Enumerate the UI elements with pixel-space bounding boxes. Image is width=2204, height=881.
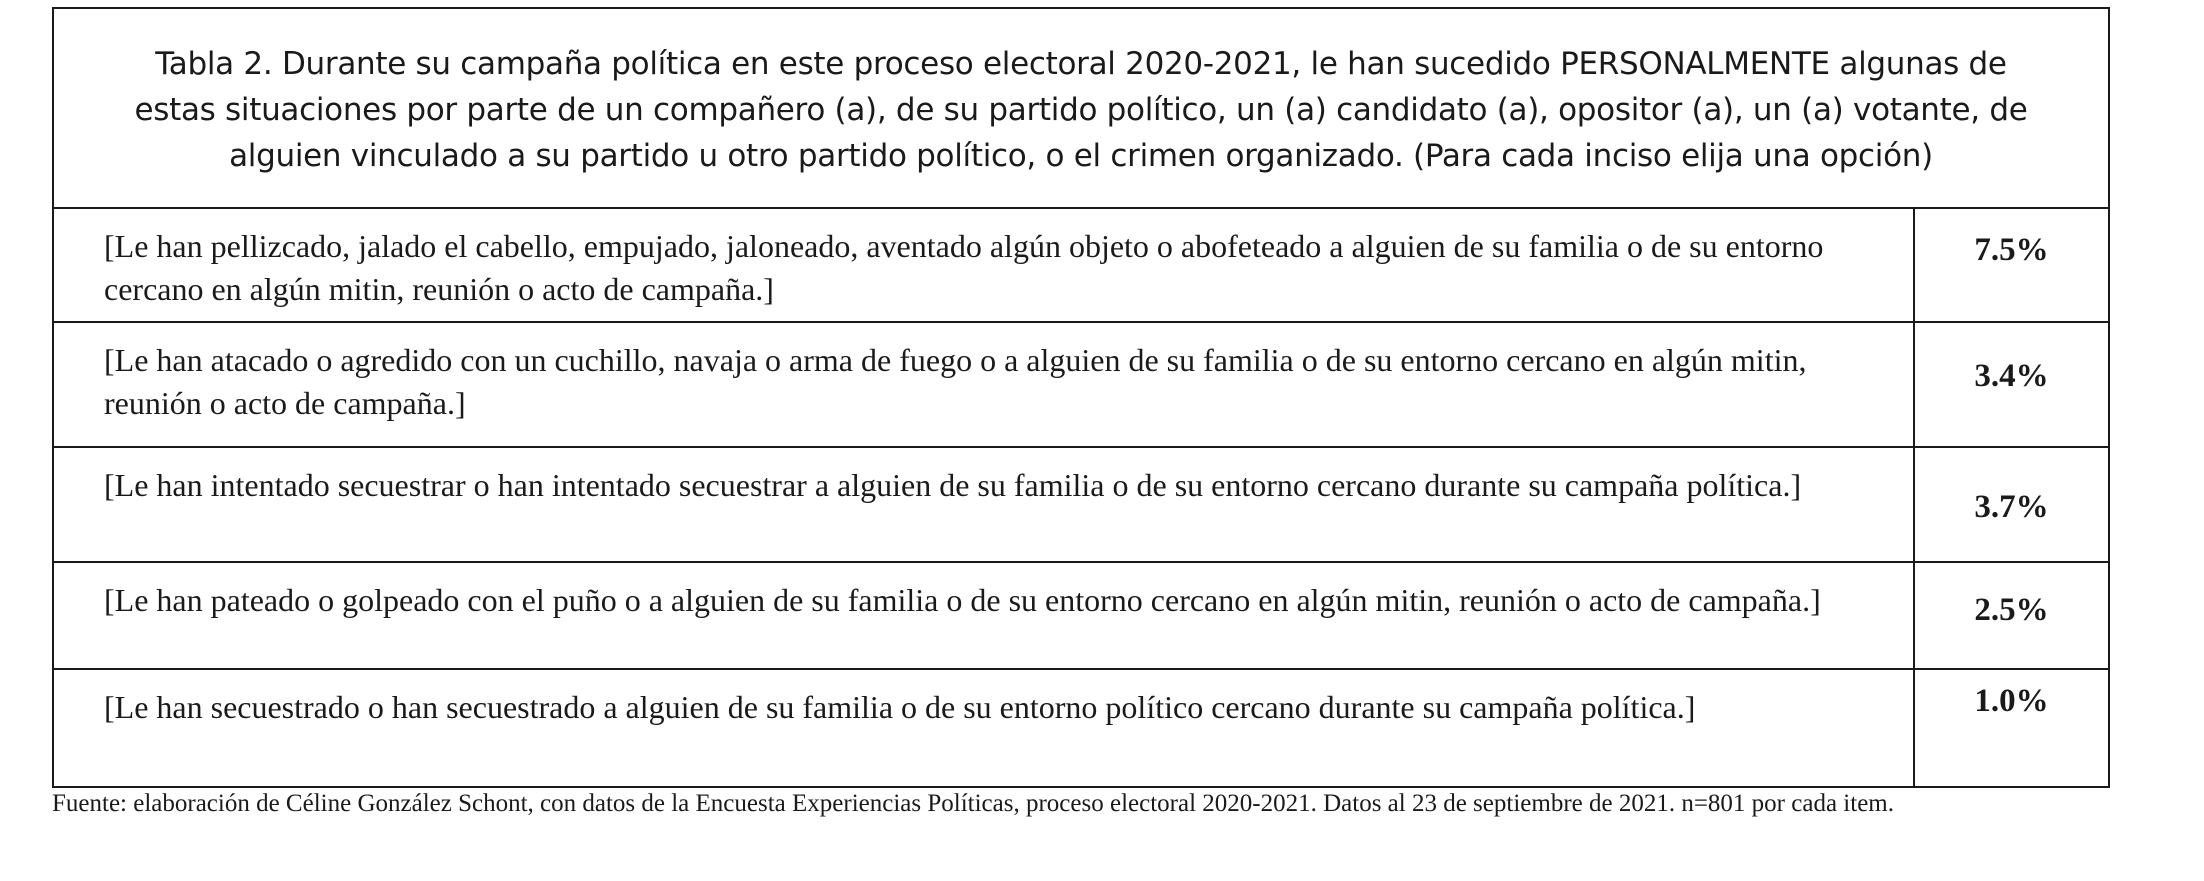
table-row [54, 323, 2108, 448]
table-row [54, 209, 2108, 323]
row-label: [Le han intentado secuestrar o han intentado secuestrar a alguien de su familia o de su entorno cercano durante su campaña política.] [54, 448, 1915, 561]
row-percentage: 7.5% [1974, 232, 2049, 268]
table-row [54, 448, 2108, 563]
table-row [54, 670, 2108, 786]
row-label: [Le han pellizcado, jalado el cabello, empujado, jaloneado, aventado algún objeto o abofeteado a alguien de su familia o de su entorno cercano en algún mitin, reunión o acto de campaña.] [54, 209, 1915, 321]
row-label: [Le han atacado o agredido con un cuchillo, navaja o arma de fuego o a alguien de su familia o de su entorno cercano en algún mitin, reunión o acto de campaña.] [54, 323, 1915, 446]
row-percentage: 3.4% [1974, 358, 2049, 394]
survey-table [52, 7, 2110, 788]
row-label: [Le han pateado o golpeado con el puño o a alguien de su familia o de su entorno cercano en algún mitin, reunión o acto de campaña.] [54, 563, 1915, 668]
row-percentage: 3.7% [1974, 489, 2049, 525]
row-label: [Le han secuestrado o han secuestrado a alguien de su familia o de su entorno político cercano durante su campaña política.] [54, 670, 1915, 786]
source-footnote: Fuente: elaboración de Céline González Schont, con datos de la Encuesta Experiencias Políticas, proceso electoral 2020-2021. Datos al 23 de septiembre de 2021. n=801 por cada item. [52, 790, 1894, 817]
table-row [54, 563, 2108, 670]
table-title: Tabla 2. Durante su campaña política en este proceso electoral 2020-2021, le han sucedido PERSONALMENTE algunas de estas situaciones por parte de un compañero (a), de su partido político, un (a) candidato (a), opositor (a), un (a) votante, de alguien vinculado a su partido u otro partido político, o el crimen organizado. (Para cada inciso elija una opción) [54, 9, 2108, 209]
row-percentage: 1.0% [1974, 683, 2049, 719]
row-percentage: 2.5% [1974, 592, 2049, 628]
